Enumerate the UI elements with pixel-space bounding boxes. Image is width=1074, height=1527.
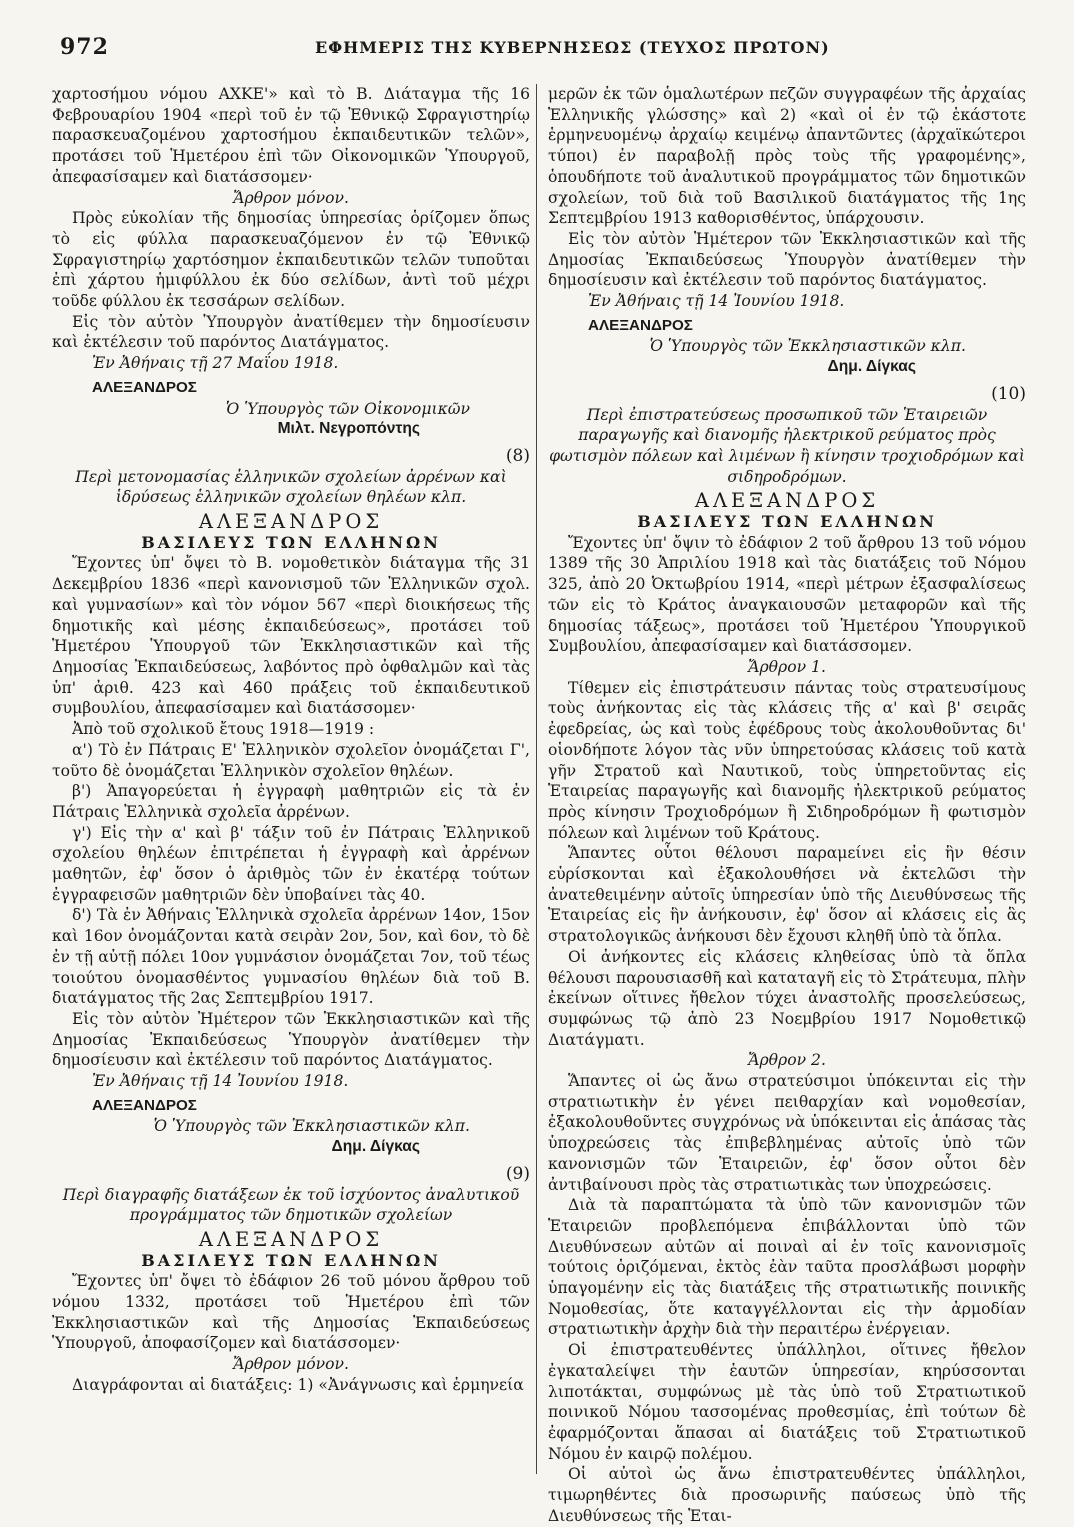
king-signature: ΑΛΕΞΑΝΔΡΟΣ: [588, 316, 693, 334]
minister-title: Ὁ Ὑπουργὸς τῶν Ἐκκλησιαστικῶν κλπ.: [649, 337, 966, 356]
decree-date: Ἐν Ἀθήναις τῇ 27 Μαΐου 1918.: [92, 354, 339, 373]
sovereign-title: ΒΑΣΙΛΕΥΣ ΤΩΝ ΕΛΛΗΝΩΝ: [637, 512, 937, 532]
article-heading: Ἄρθρον μόνον.: [233, 188, 349, 207]
left-column: [52, 84, 530, 1396]
page-header: [60, 26, 1026, 66]
paragraph: Οἱ ἐπιστρατευθέντες ὑπάλληλοι, οἵτινες ἤθελον ἐγκαταλείψει τὴν ἑαυτῶν ὑπηρεσίαν, κηρύσσονται λιποτάκται, συμφώνως μὲ τὰς ὑπὸ τοῦ Στρατιωτικοῦ ποινικοῦ Νόμου τασσομένας προθεσμίας, ἐπὶ τούτων δὲ ἐφαρμόζονται ἅπασαι αἱ διατάξεις τοῦ Στρατιωτικοῦ Νόμου ἐν καιρῷ πολέμου.: [548, 1341, 1026, 1463]
paragraph: γ') Εἰς τὴν α' καὶ β' τάξιν τοῦ ἐν Πάτραις Ἑλληνικοῦ σχολείου θηλέων ἐπιτρέπεται ἡ ἐγγραφὴ καὶ ἀρρένων μαθητῶν, ἐφ' ὅσον ὁ ἀριθμὸς τῶν ἐν ἑκατέρᾳ τούτων ἐγγραφεισῶν μαθητριῶν δὲν ὑποβαίνει τὰς 40.: [52, 823, 530, 904]
minister-signature: Μιλτ. Νεγροπόντης: [277, 420, 420, 438]
paragraph: Οἱ ἀνήκοντες εἰς κλάσεις κληθείσας ὑπὸ τὰ ὅπλα θέλουσι παρουσιασθῆ καὶ καταταγῆ εἰς τὸ Στράτευμα, πλὴν ἐκείνων οἵτινες ἤθελον τύχει ἀναστολῆς προσελεύσεως, συμφώνως τῷ ἀπὸ 23 Νοεμβρίου 1917 Νομοθετικῷ Διατάγματι.: [548, 947, 1026, 1049]
decree-title: Περὶ μετονομασίας ἑλληνικῶν σχολείων ἀρρένων καὶ ἱδρύσεως ἑλληνικῶν σχολείων θηλέων κλπ.: [75, 467, 507, 507]
paragraph: Οἱ αὐτοὶ ὡς ἄνω ἐπιστρατευθέντες ὑπάλληλοι, τιμωρηθέντες διὰ προσωρινῆς παύσεως ὑπὸ τῆς Διευθύνσεως τῆς Ἑται-: [548, 1465, 1026, 1525]
minister-signature: Δημ. Δίγκας: [331, 1138, 420, 1156]
article-heading: Ἄρθρον 1.: [748, 657, 826, 676]
paragraph: Ἔχοντες ὑπ' ὄψει τὸ ἐδάφιον 26 τοῦ μόνου ἄρθρου τοῦ νόμου 1332, προτάσει τοῦ Ἡμετέρου ἐπὶ τῶν Ἐκκλησιαστικῶν καὶ τῆς Δημοσίας Ἐκπαιδεύσεως Ὑπουργοῦ, ἀποφασίζομεν καὶ διατάσσομεν·: [52, 1272, 530, 1353]
paragraph: Ἅπαντες οὗτοι θέλουσι παραμείνει εἰς ἣν θέσιν εὑρίσκονται καὶ ἐξακολουθήσει νὰ ἐκτελῶσι τὴν ἀνατεθειμένην αὐτοῖς ὑπηρεσίαν ὑπὸ τῆς Διευθύνσεως τῆς Ἑταιρείας εἰς ἣν ἀνήκουσιν, ἐφ' ὅσον αἱ κλάσεις εἰς ἃς στρατολογικῶς ἀνήκουσι δὲν ἔχουσι κληθῆ ὑπὸ τὰ ὅπλα.: [548, 844, 1026, 946]
paragraph: Διαγράφονται αἱ διατάξεις: 1) «Ἀνάγνωσις καὶ ἑρμηνεία: [72, 1375, 524, 1394]
paragraph: Ἀπὸ τοῦ σχολικοῦ ἔτους 1918—1919 :: [72, 720, 375, 739]
minister-signature: Δημ. Δίγκας: [827, 358, 916, 376]
column-divider: [536, 84, 537, 1474]
decree-date: Ἐν Ἀθήναις τῇ 14 Ἰουνίου 1918.: [92, 1072, 349, 1091]
decree-number: (10): [991, 383, 1026, 404]
sovereign-title: ΒΑΣΙΛΕΥΣ ΤΩΝ ΕΛΛΗΝΩΝ: [141, 1250, 441, 1270]
paragraph: Πρὸς εὐκολίαν τῆς δημοσίας ὑπηρεσίας ὁρίζομεν ὅπως τὸ εἰς φύλλα παρασκευαζόμενον ἐν τῷ Ἐθνικῷ Σφραγιστηρίῳ χαρτόσημον ἐκπαιδευτικῶν τελῶν τυποῦται ἐπὶ χάρτου ἡμιφύλλου ἐκ δύο σελίδων, ἀντὶ τοῦ μέχρι τοῦδε φύλλου ἐκ τεσσάρων σελίδων.: [52, 209, 530, 311]
king-signature: ΑΛΕΞΑΝΔΡΟΣ: [92, 1096, 197, 1114]
paragraph: Ἔχοντες ὑπ' ὄψιν τὸ ἐδάφιον 2 τοῦ ἄρθρου 13 τοῦ νόμου 1389 τῆς 30 Ἀπριλίου 1918 καὶ τὰς διατάξεις τοῦ Νόμου 325, ἀπὸ 20 Ὀκτωβρίου 1914, «περὶ μέτρων ἐξασφαλίσεως τῶν εἰς τὸ Κράτος ἀναγκαιουσῶν μεταφορῶν καὶ τῆς δημοσίας τάξεως», προτάσει τοῦ Ἡμετέρου Ὑπουργικοῦ Συμβουλίου, ἀπεφασίσαμεν καὶ διατάσσομεν.: [548, 533, 1026, 656]
decree-number: (8): [505, 445, 530, 466]
paragraph: Διὰ τὰ παραπτώματα τὰ ὑπὸ τῶν κανονισμῶν τῶν Ἑταιρειῶν προβλεπόμενα ἐπιβάλλονται ὑπὸ τῶν Διευθύνσεων αὐτῶν αἱ ποιναὶ αἱ ἐν τοῖς κανονισμοῖς τούτοις ὁριζόμεναι, ἐκτὸς ἐὰν ταῦτα προσλάβωσι μορφὴν ὑπαγομένην εἰς τὰς διατάξεις τῆς στρατιωτικῆς ποινικῆς Νομοθεσίας, ὅτε καταγγέλλονται εἰς τὴν ἁρμοδίαν στρατιωτικὴν ἀρχὴν διὰ τὴν περαιτέρω ἐνέργειαν.: [548, 1196, 1026, 1339]
sovereign-title: ΒΑΣΙΛΕΥΣ ΤΩΝ ΕΛΛΗΝΩΝ: [141, 532, 441, 552]
paragraph: Εἰς τὸν αὐτὸν Ἡμέτερον τῶν Ἐκκλησιαστικῶν καὶ τῆς Δημοσίας Ἐκπαιδεύσεως Ὑπουργὸν ἀνατίθεμεν τὴν δημοσίευσιν καὶ ἐκτέλεσιν τοῦ παρόντος διατάγματος.: [548, 229, 1026, 290]
article-heading: Ἄρθρον 2.: [748, 1051, 826, 1070]
paragraph: Ἔχοντες ὑπ' ὄψει τὸ Β. νομοθετικὸν διάταγμα τῆς 31 Δεκεμβρίου 1836 «περὶ κανονισμοῦ τῶν Ἑλληνικῶν σχολ. καὶ γυμνασίων» καὶ τὸν νόμον 567 «περὶ διοικήσεως τῆς δημοτικῆς καὶ μέσης ἐκπαιδεύσεως», προτάσει τοῦ Ἡμετέρου Ὑπουργοῦ τῶν Ἐκκλησιαστικῶν καὶ τῆς Δημοσίας Ἐκπαιδεύσεως, λαβόντος πρὸ ὀφθαλμῶν καὶ τὰς ὑπ' ἀριθ. 423 καὶ 460 πράξεις τοῦ ἐκπαιδευτικοῦ συμβουλίου, ἀπεφασίσαμεν καὶ διατάσσομεν·: [52, 554, 530, 718]
decree-number: (9): [505, 1163, 530, 1184]
paragraph: χαρτοσήμου νόμου ΑΧΚΕ'» καὶ τὸ Β. Διάταγμα τῆς 16 Φεβρουαρίου 1904 «περὶ τοῦ ἐν τῷ Ἐθνικῷ Σφραγιστηρίῳ παρασκευαζομένου χαρτοσήμου ἐκπαιδευτικῶν τελῶν», προτάσει τοῦ Ἡμετέρου ἐπὶ τῶν Οἰκονομικῶν Ὑπουργοῦ, ἀπεφασίσαμεν καὶ διατάσσομεν·: [52, 85, 530, 186]
right-column: [548, 84, 1026, 1527]
paragraph: δ') Τὰ ἐν Ἀθήναις Ἑλληνικὰ σχολεῖα ἀρρένων 14ον, 15ον καὶ 16ον ὀνομάζονται κατὰ σειρὰν 2ον, 5ον, καὶ 6ον, τὸ δὲ ἐν τῇ αὐτῇ πόλει 10ον γυμνάσιον ὀνομάζεται 7ον, τοῦ τέως τοιούτου ὀνομασθέντος γυμνασίου θηλέων διὰ τοῦ Β. διατάγματος τῆς 2ας Σεπτεμβρίου 1917.: [52, 906, 530, 1008]
decree-date: Ἐν Ἀθήναις τῇ 14 Ἰουνίου 1918.: [588, 292, 845, 311]
paragraph: Εἰς τὸν αὐτὸν Ὑπουργὸν ἀνατίθεμεν τὴν δημοσίευσιν καὶ ἐκτέλεσιν τοῦ παρόντος Διατάγματος.: [52, 312, 530, 352]
sovereign-name: ΑΛΕΞΑΝΔΡΟΣ: [694, 489, 880, 513]
gazette-title: ΕΦΗΜΕΡΙΣ ΤΗΣ ΚΥΒΕΡΝΗΣΕΩΣ (ΤΕΥΧΟΣ ΠΡΩΤΟΝ): [315, 38, 830, 57]
paragraph: β') Ἀπαγορεύεται ἡ ἐγγραφὴ μαθητριῶν εἰς τὰ ἐν Πάτραις Ἑλληνικὰ σχολεῖα ἀρρένων.: [52, 782, 530, 821]
decree-title: Περὶ διαγραφῆς διατάξεων ἐκ τοῦ ἰσχύοντος ἀναλυτικοῦ προγράμματος τῶν δημοτικῶν σχολείων: [62, 1185, 520, 1225]
sovereign-name: ΑΛΕΞΑΝΔΡΟΣ: [198, 510, 384, 534]
paragraph: Εἰς τὸν αὐτὸν Ἡμέτερον τῶν Ἐκκλησιαστικῶν καὶ τῆς Δημοσίας Ἐκπαιδεύσεως Ὑπουργὸν ἀνατίθεμεν τὴν δημοσίευσιν καὶ ἐκτέλεσιν τοῦ παρόντος Διατάγματος.: [52, 1009, 530, 1070]
paragraph: α') Τὸ ἐν Πάτραις Ε' Ἑλληνικὸν σχολεῖον ὀνομάζεται Γ', τοῦτο δὲ ὀνομάζεται Ἑλληνικὸν σχολεῖον θηλέων.: [52, 740, 530, 780]
decree-title: Περὶ ἐπιστρατεύσεως προσωπικοῦ τῶν Ἑταιρειῶν παραγωγῆς καὶ διανομῆς ἠλεκτρικοῦ ρεύματος πρὸς φωτισμὸν πόλεων καὶ λιμένων ἢ κίνησιν τροχιοδρόμων καὶ σιδηροδρόμων.: [549, 405, 1025, 486]
king-signature: ΑΛΕΞΑΝΔΡΟΣ: [92, 378, 197, 396]
sovereign-name: ΑΛΕΞΑΝΔΡΟΣ: [198, 1227, 384, 1251]
article-heading: Ἄρθρον μόνον.: [233, 1355, 349, 1374]
page-number: 972: [60, 34, 109, 60]
paragraph: Τίθεμεν εἰς ἐπιστράτευσιν πάντας τοὺς στρατευσίμους τοὺς ἀνήκοντας εἰς τὰς κλάσεις τῆς α' καὶ β' σειρᾶς ἐφεδρείας, ὡς καὶ τοὺς ἐφέδρους τοὺς ἀκολουθοῦντας δι' οἱονδήποτε λόγον τὰς νῦν ὑπηρετούσας κλάσεις τοῦ κατὰ γῆν Στρατοῦ καὶ Ναυτικοῦ, τοὺς ὑπηρετοῦντας εἰς Ἑταιρείας παραγωγῆς καὶ διανομῆς ἠλεκτρικοῦ ρεύματος πρὸς κίνησιν Τροχιοδρόμων ἢ Σιδηροδρόμων ἢ φωτισμὸν πόλεων καὶ λιμένων τοῦ Κράτους.: [548, 678, 1026, 842]
minister-title: Ὁ Ὑπουργὸς τῶν Οἰκονομικῶν: [225, 399, 470, 418]
paragraph: Ἅπαντες οἱ ὡς ἄνω στρατεύσιμοι ὑπόκεινται εἰς τὴν στρατιωτικὴν ἐν γένει πειθαρχίαν καὶ νομοθεσίαν, ἐξακολουθοῦντες συγχρόνως νὰ ὑπόκεινται εἰς ἁπάσας τὰς ὑποχρεώσεις τὰς ἐπιβεβλημένας αὐτοῖς ὑπὸ τῶν κανονισμῶν τῶν Ἑταιρειῶν, ἐφ' ὅσον οὗτοι δὲν ἀντιβαίνουσι πρὸς τὰς στρατιωτικὰς των ὑποχρεώσεις.: [548, 1072, 1026, 1194]
minister-title: Ὁ Ὑπουργὸς τῶν Ἐκκλησιαστικῶν κλπ.: [153, 1117, 470, 1136]
paragraph: μερῶν ἐκ τῶν ὁμαλωτέρων πεζῶν συγγραφέων τῆς ἀρχαίας Ἑλληνικῆς γλώσσης» καὶ 2) «καὶ οἱ ἐν τῷ ἑκάστοτε ἑρμηνευομένῳ ἀρχαίῳ κειμένῳ ἀπαντῶντες (ἀρχαϊκώτεροι τύποι) ἐν παραβολῇ πρὸς τοὺς τῆς γραφομένης», ὁπουδήποτε τοῦ ἀναλυτικοῦ προγράμματος τῶν δημοτικῶν σχολείων, τοῦ διὰ τοῦ Βασιλικοῦ διατάγματος τῆς 1ης Σεπτεμβρίου 1913 καθορισθέντος, ὑπάρχουσιν.: [548, 85, 1026, 228]
